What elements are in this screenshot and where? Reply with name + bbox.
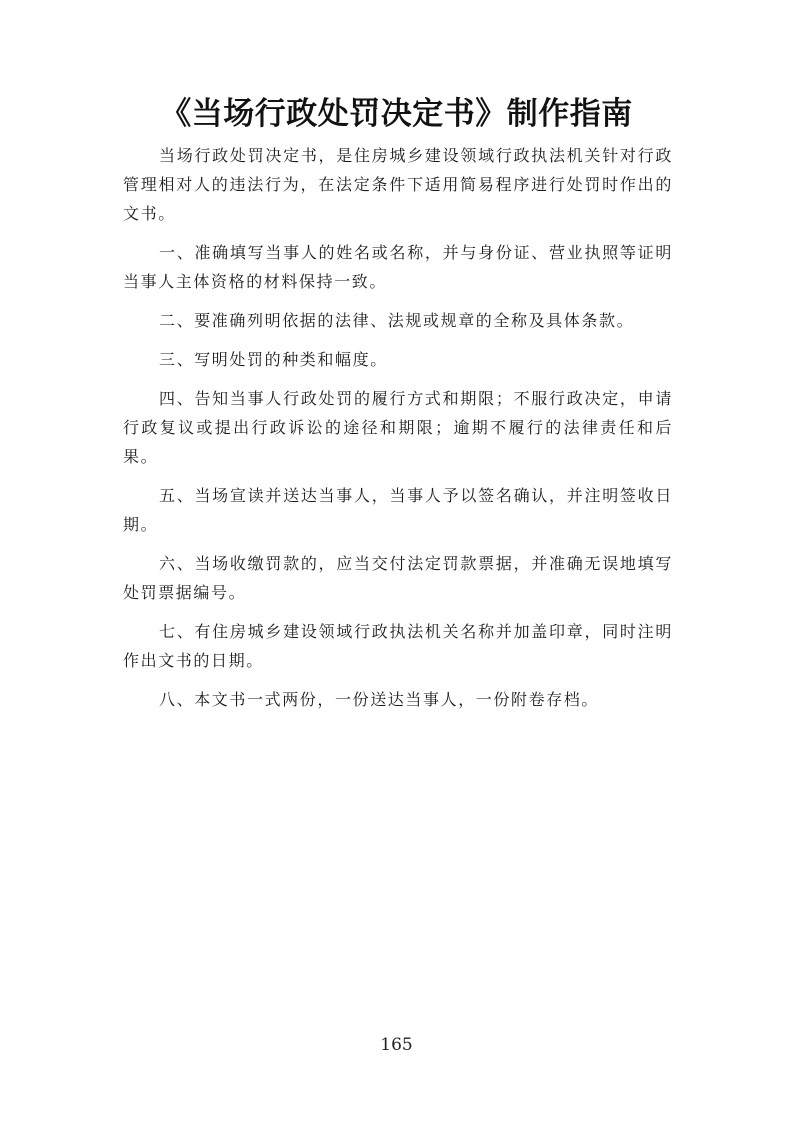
page-number: 165 — [380, 1035, 413, 1055]
paragraph-item-6: 六、当场收缴罚款的，应当交付法定罚款票据，并准确无误地填写处罚票据编号。 — [123, 554, 673, 602]
document-title: 《当场行政处罚决定书》制作指南 — [160, 96, 633, 132]
paragraph-item-5: 五、当场宣读并送达当事人，当事人予以签名确认，并注明签收日期。 — [123, 486, 673, 534]
paragraph-item-1: 一、准确填写当事人的姓名或名称，并与身份证、营业执照等证明当事人主体资格的材料保持一致。 — [123, 243, 673, 291]
paragraph-item-2: 二、要准确列明依据的法律、法规或规章的全称及具体条款。 — [159, 311, 635, 330]
paragraph-item-8: 八、本文书一式两份，一份送达当事人，一份附卷存档。 — [159, 690, 600, 709]
paragraph-item-4: 四、告知当事人行政处罚的履行方式和期限；不服行政决定，申请行政复议或提出行政诉讼的途径和期限；逾期不履行的法律责任和后果。 — [123, 389, 673, 466]
paragraph-intro: 当场行政处罚决定书，是住房城乡建设领域行政执法机关针对行政管理相对人的违法行为，在法定条件下适用简易程序进行处罚时作出的文书。 — [123, 146, 673, 223]
document-body — [123, 141, 673, 724]
paragraph-item-7: 七、有住房城乡建设领域行政执法机关名称并加盖印章，同时注明作出文书的日期。 — [123, 622, 673, 670]
paragraph-item-3: 三、写明处罚的种类和幅度。 — [159, 350, 388, 369]
